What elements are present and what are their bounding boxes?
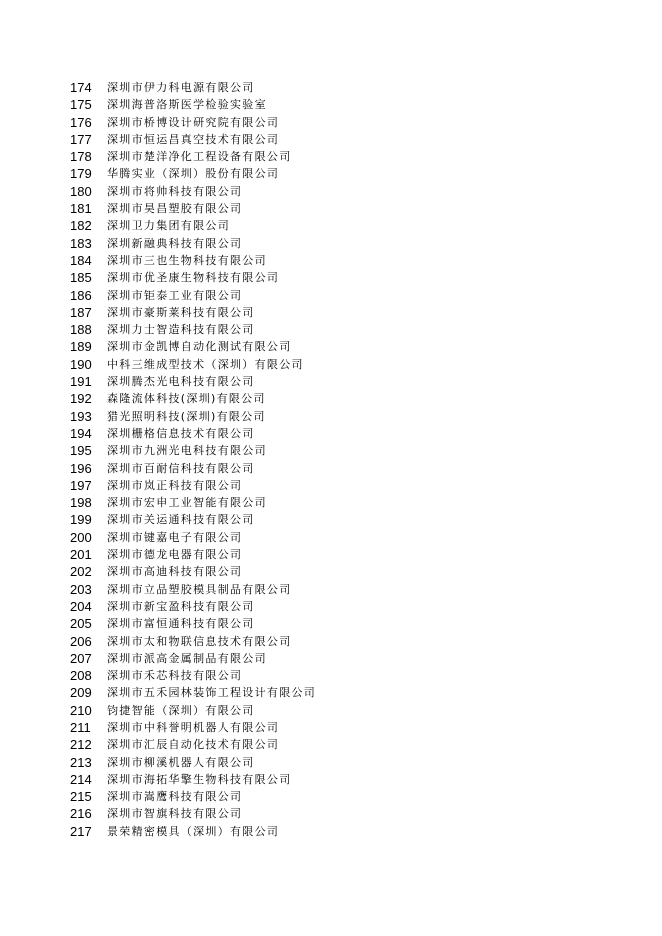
list-item <box>70 460 630 477</box>
list-item <box>70 598 630 615</box>
list-item <box>70 633 630 650</box>
company-name: 深圳新融典科技有限公司 <box>107 236 243 250</box>
company-name: 深圳市柳溪机器人有限公司 <box>107 755 255 769</box>
item-number: 184 <box>70 252 92 268</box>
company-name: 深圳市伊力科电源有限公司 <box>107 81 255 94</box>
company-name: 深圳市嵩鹰科技有限公司 <box>107 790 243 804</box>
company-name: 深圳市百耐信科技有限公司 <box>107 461 255 475</box>
list-item <box>70 114 630 131</box>
company-name: 钧捷智能（深圳）有限公司 <box>107 703 255 717</box>
list-item <box>70 442 630 459</box>
item-number: 211 <box>70 719 91 735</box>
item-number: 188 <box>70 322 92 338</box>
item-number: 185 <box>70 270 92 286</box>
company-name: 猎光照明科技(深圳)有限公司 <box>107 409 266 423</box>
item-number: 180 <box>70 183 92 199</box>
company-name: 深圳市禾芯科技有限公司 <box>107 669 243 683</box>
list-item <box>70 823 630 840</box>
item-number: 174 <box>70 80 92 95</box>
item-number: 212 <box>70 737 92 753</box>
company-name: 深圳市智旗科技有限公司 <box>107 807 243 821</box>
company-name: 深圳海普洛斯医学检验实验室 <box>107 98 267 112</box>
company-name: 深圳市键嘉电子有限公司 <box>107 530 243 544</box>
company-name: 深圳市岚正科技有限公司 <box>107 478 243 492</box>
company-name: 深圳市富恒通科技有限公司 <box>107 617 255 631</box>
company-name: 森隆流体科技(深圳)有限公司 <box>107 392 266 406</box>
list-item <box>70 338 630 355</box>
company-name: 华腾实业（深圳）股份有限公司 <box>107 167 280 181</box>
company-name: 深圳腾杰光电科技有限公司 <box>107 375 255 389</box>
company-name: 深圳市恒运昌真空技术有限公司 <box>107 132 280 146</box>
list-item <box>70 408 630 425</box>
list-item <box>70 304 630 321</box>
item-number: 213 <box>70 754 92 770</box>
company-name: 深圳市九洲光电科技有限公司 <box>107 444 267 458</box>
company-name: 深圳力士智造科技有限公司 <box>107 323 255 337</box>
item-number: 194 <box>70 425 92 441</box>
list-item <box>70 684 630 701</box>
list-item <box>70 581 630 598</box>
company-name: 深圳市五禾园林装饰工程设计有限公司 <box>107 686 317 700</box>
item-number: 206 <box>70 633 92 649</box>
company-name: 深圳市中科誉明机器人有限公司 <box>107 720 280 734</box>
list-item <box>70 615 630 632</box>
item-number: 196 <box>70 460 92 476</box>
list-item <box>70 546 630 563</box>
list-item <box>70 373 630 390</box>
list-item <box>70 96 630 113</box>
company-name: 深圳市新宝盈科技有限公司 <box>107 599 255 613</box>
item-number: 192 <box>70 391 92 407</box>
company-name: 深圳市优圣康生物科技有限公司 <box>107 271 280 285</box>
item-number: 200 <box>70 529 92 545</box>
item-number: 214 <box>70 771 92 787</box>
company-name: 深圳市太和物联信息技术有限公司 <box>107 634 292 648</box>
company-name: 深圳市海拓华擎生物科技有限公司 <box>107 772 292 786</box>
company-name: 深圳市汇辰自动化技术有限公司 <box>107 738 280 752</box>
item-number: 207 <box>70 650 92 666</box>
list-item <box>70 511 630 528</box>
item-number: 201 <box>70 547 92 563</box>
list-item <box>70 771 630 788</box>
item-number: 198 <box>70 495 92 511</box>
list-item <box>70 79 630 96</box>
item-number: 186 <box>70 287 92 303</box>
item-number: 187 <box>70 304 92 320</box>
list-item <box>70 736 630 753</box>
list-item <box>70 165 630 182</box>
list-item <box>70 805 630 822</box>
item-number: 204 <box>70 598 92 614</box>
list-item <box>70 183 630 200</box>
company-name: 深圳市楚洋净化工程设备有限公司 <box>107 150 292 164</box>
item-number: 193 <box>70 408 92 424</box>
list-item <box>70 217 630 234</box>
item-number: 189 <box>70 339 92 355</box>
list-item <box>70 650 630 667</box>
item-number: 205 <box>70 616 92 632</box>
item-number: 190 <box>70 356 92 372</box>
list-item <box>70 529 630 546</box>
item-number: 176 <box>70 114 92 130</box>
item-number: 202 <box>70 564 92 580</box>
list-item <box>70 321 630 338</box>
list-item <box>70 754 630 771</box>
company-name: 深圳市钜泰工业有限公司 <box>107 288 243 302</box>
item-number: 197 <box>70 477 92 493</box>
company-name: 深圳市宏申工业智能有限公司 <box>107 496 267 510</box>
item-number: 210 <box>70 702 92 718</box>
list-item <box>70 356 630 373</box>
company-name: 中科三维成型技术（深圳）有限公司 <box>107 357 304 371</box>
item-number: 216 <box>70 806 92 822</box>
item-number: 179 <box>70 166 92 182</box>
company-name: 深圳市关运通科技有限公司 <box>107 513 255 527</box>
list-item <box>70 788 630 805</box>
list-item <box>70 269 630 286</box>
list-item <box>70 702 630 719</box>
item-number: 209 <box>70 685 92 701</box>
item-number: 203 <box>70 581 92 597</box>
item-number: 208 <box>70 668 92 684</box>
list-item <box>70 287 630 304</box>
item-number: 215 <box>70 789 92 805</box>
item-number: 182 <box>70 218 92 234</box>
list-item <box>70 667 630 684</box>
item-number: 199 <box>70 512 92 528</box>
list-item <box>70 477 630 494</box>
list-item <box>70 148 630 165</box>
item-number: 175 <box>70 97 92 113</box>
list-item <box>70 235 630 252</box>
item-number: 195 <box>70 443 92 459</box>
item-number: 217 <box>70 823 92 839</box>
item-number: 181 <box>70 201 92 217</box>
item-number: 183 <box>70 235 92 251</box>
list-item <box>70 494 630 511</box>
item-number: 191 <box>70 374 92 390</box>
company-name: 深圳市将帅科技有限公司 <box>107 184 243 198</box>
list-item <box>70 563 630 580</box>
company-name: 深圳栅格信息技术有限公司 <box>107 426 255 440</box>
list-item <box>70 425 630 442</box>
item-number: 178 <box>70 149 92 165</box>
list-item <box>70 390 630 407</box>
company-name: 深圳市三也生物科技有限公司 <box>107 253 267 267</box>
company-list <box>70 79 630 840</box>
company-name: 深圳市昊昌塑胶有限公司 <box>107 202 243 216</box>
list-item <box>70 131 630 148</box>
company-name: 深圳市金凯博自动化测试有限公司 <box>107 340 292 354</box>
list-item <box>70 252 630 269</box>
company-name: 深圳市桥博设计研究院有限公司 <box>107 115 280 129</box>
list-item <box>70 719 630 736</box>
company-name: 深圳市立品塑胶模具制品有限公司 <box>107 582 292 596</box>
company-name: 深圳卫力集团有限公司 <box>107 219 230 233</box>
company-name: 深圳市德龙电器有限公司 <box>107 548 243 562</box>
company-name: 深圳市高迪科技有限公司 <box>107 565 243 579</box>
item-number: 177 <box>70 131 92 147</box>
list-item <box>70 200 630 217</box>
company-name: 深圳市派高金属制品有限公司 <box>107 651 267 665</box>
company-name: 深圳市豪斯莱科技有限公司 <box>107 305 255 319</box>
company-name: 景荣精密模具（深圳）有限公司 <box>107 824 280 838</box>
